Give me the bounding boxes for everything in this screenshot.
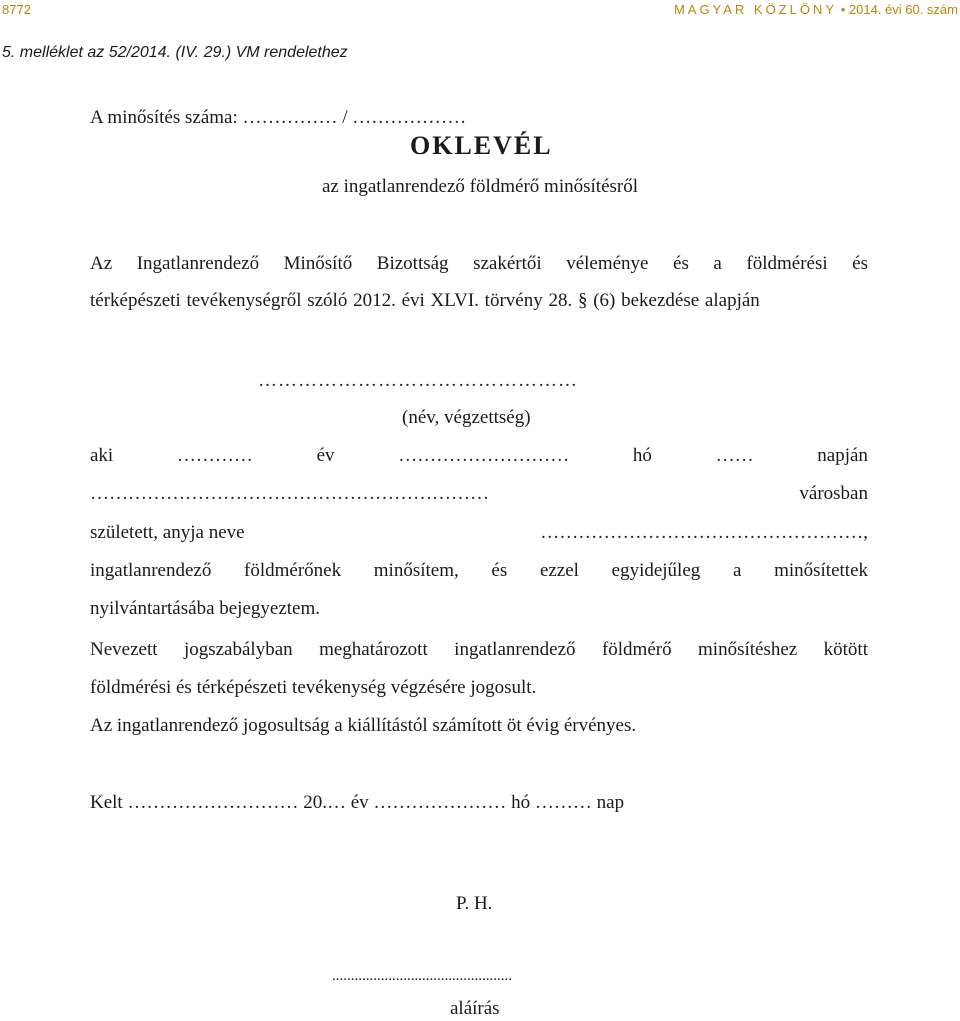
journal-header [674, 2, 958, 17]
day-fill-line: …… [715, 445, 754, 466]
date-of-issue-line: Kelt ……………………… 20.… év ………………… hó ……… nap [90, 792, 625, 813]
validity-statement: Az ingatlanrendező jogosultság a kiállítástól számított öt évig érvényes. [90, 715, 637, 736]
certify-line-2: nyilvántartásába bejegyeztem. [90, 598, 321, 619]
annex-title: 5. melléklet az 52/2014. (IV. 29.) VM rendelethez [2, 44, 348, 61]
name-fill-line: ………………………………………… [258, 370, 578, 391]
ho-label: hó [632, 445, 652, 466]
name-caption: (név, végzettség) [402, 407, 531, 428]
year-fill-line: ………… [176, 445, 253, 466]
entitled-line-1: Nevezett jogszabályban meghatározott ingatlanrendező földmérő minősítéshez kötött [90, 639, 868, 660]
certify-line-1: ingatlanrendező földmérőnek minősítem, és ezzel egyidejűleg a minősítettek [90, 560, 868, 581]
header-bullet: • [840, 2, 846, 17]
mother-fill-line: ……………………………………………, [540, 522, 868, 543]
city-fill-line: ……………………………………………………… [90, 483, 489, 504]
ev-label: év [316, 445, 335, 466]
intro-line-1: Az Ingatlanrendező Minősítő Bizottság szakértői véleménye és a földmérési és [90, 253, 868, 274]
qualification-number: A minősítés száma: …………… / ……………… [90, 107, 467, 128]
journal-name: MAGYAR KÖZLÖNY [673, 2, 838, 17]
birth-city-line [90, 483, 868, 505]
journal-issue: 2014. évi 60. szám [848, 2, 958, 17]
mother-label: született, anyja neve [90, 522, 245, 543]
page-number: 8772 [2, 2, 31, 17]
intro-line-2: térképészeti tevékenységről szóló 2012. évi XLVI. törvény 28. § (6) bekezdése alapján [90, 290, 760, 311]
document-title: OKLEVÉL [410, 131, 553, 160]
mother-name-line [90, 522, 868, 544]
entitled-line-2: földmérési és térképészeti tevékenység végzésére jogosult. [90, 677, 537, 698]
aki-label: aki [90, 445, 114, 466]
seal-placeholder: P. H. [456, 893, 493, 914]
signature-fill-line: ................................................ [332, 968, 512, 984]
signature-label: aláírás [450, 998, 500, 1019]
varosban-label: városban [799, 483, 868, 504]
document-subtitle: az ingatlanrendező földmérő minősítésről [321, 176, 639, 197]
month-fill-line: ……………………… [398, 445, 570, 466]
napjan-label: napján [817, 445, 868, 466]
birth-date-line [90, 445, 868, 467]
